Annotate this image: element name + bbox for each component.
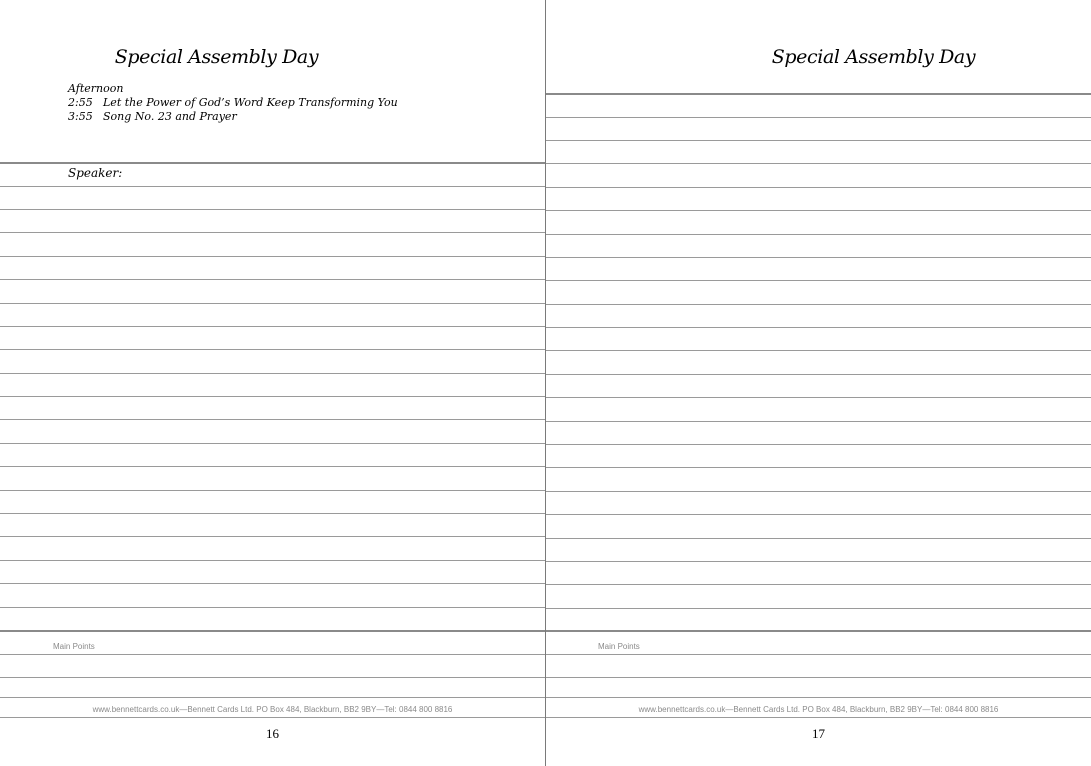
section-divider <box>0 162 545 164</box>
page-number: 16 <box>266 726 279 741</box>
speaker-label: Speaker: <box>68 166 123 180</box>
writing-line <box>546 210 1091 211</box>
writing-line <box>546 697 1091 698</box>
right-page <box>546 0 1091 766</box>
writing-line <box>0 303 545 304</box>
writing-line <box>546 234 1091 235</box>
writing-line <box>546 608 1091 609</box>
writing-line <box>0 373 545 374</box>
programme-item-time: 2:55 <box>68 96 93 109</box>
programme-block <box>68 82 398 124</box>
programme-item-text: Let the Power of God’s Word Keep Transforming You <box>103 96 398 109</box>
writing-line <box>0 513 545 514</box>
writing-line <box>546 140 1091 141</box>
writing-line <box>0 326 545 327</box>
writing-line <box>0 443 545 444</box>
writing-line <box>0 209 545 210</box>
programme-item <box>68 110 398 124</box>
writing-line <box>546 421 1091 422</box>
writing-line <box>546 374 1091 375</box>
writing-line <box>546 467 1091 468</box>
writing-line <box>0 466 545 467</box>
writing-line <box>546 584 1091 585</box>
right-page-title: Special Assembly Day <box>771 46 976 68</box>
writing-line <box>0 697 545 698</box>
main-points-label: Main Points <box>53 642 95 651</box>
main-points-label: Main Points <box>598 642 640 651</box>
writing-line <box>0 349 545 350</box>
section-divider <box>546 93 1091 95</box>
writing-line <box>546 514 1091 515</box>
writing-line <box>0 560 545 561</box>
writing-line <box>0 490 545 491</box>
writing-line <box>0 279 545 280</box>
publisher-footer: www.bennettcards.co.uk—Bennett Cards Ltd. PO Box 484, Blackburn, BB2 9BY—Tel: 0844 800 8816 <box>638 705 999 714</box>
writing-line <box>546 117 1091 118</box>
programme-item-text: Song No. 23 and Prayer <box>103 110 237 123</box>
writing-line <box>0 419 545 420</box>
writing-line <box>546 561 1091 562</box>
writing-line <box>546 444 1091 445</box>
footer-rule <box>546 717 1091 718</box>
writing-line <box>546 538 1091 539</box>
writing-line <box>546 280 1091 281</box>
writing-line <box>546 304 1091 305</box>
writing-line <box>0 256 545 257</box>
footer-rule <box>0 717 545 718</box>
writing-line <box>0 186 545 187</box>
main-points-divider <box>546 630 1091 632</box>
writing-line <box>546 257 1091 258</box>
writing-line <box>546 327 1091 328</box>
programme-session: Afternoon <box>68 82 124 95</box>
left-page <box>0 0 545 766</box>
writing-line <box>546 397 1091 398</box>
writing-line <box>546 654 1091 655</box>
writing-line <box>546 350 1091 351</box>
writing-line <box>0 536 545 537</box>
writing-line <box>546 491 1091 492</box>
writing-line <box>0 232 545 233</box>
writing-line <box>0 583 545 584</box>
writing-line <box>0 607 545 608</box>
writing-line <box>546 677 1091 678</box>
writing-line <box>546 163 1091 164</box>
writing-line <box>0 396 545 397</box>
writing-line <box>0 677 545 678</box>
left-page-title: Special Assembly Day <box>114 46 319 68</box>
page-number: 17 <box>812 726 825 741</box>
main-points-divider <box>0 630 545 632</box>
programme-item <box>68 96 398 110</box>
writing-line <box>546 187 1091 188</box>
programme-item-time: 3:55 <box>68 110 93 123</box>
writing-line <box>0 654 545 655</box>
publisher-footer: www.bennettcards.co.uk—Bennett Cards Ltd. PO Box 484, Blackburn, BB2 9BY—Tel: 0844 800 8816 <box>92 705 453 714</box>
